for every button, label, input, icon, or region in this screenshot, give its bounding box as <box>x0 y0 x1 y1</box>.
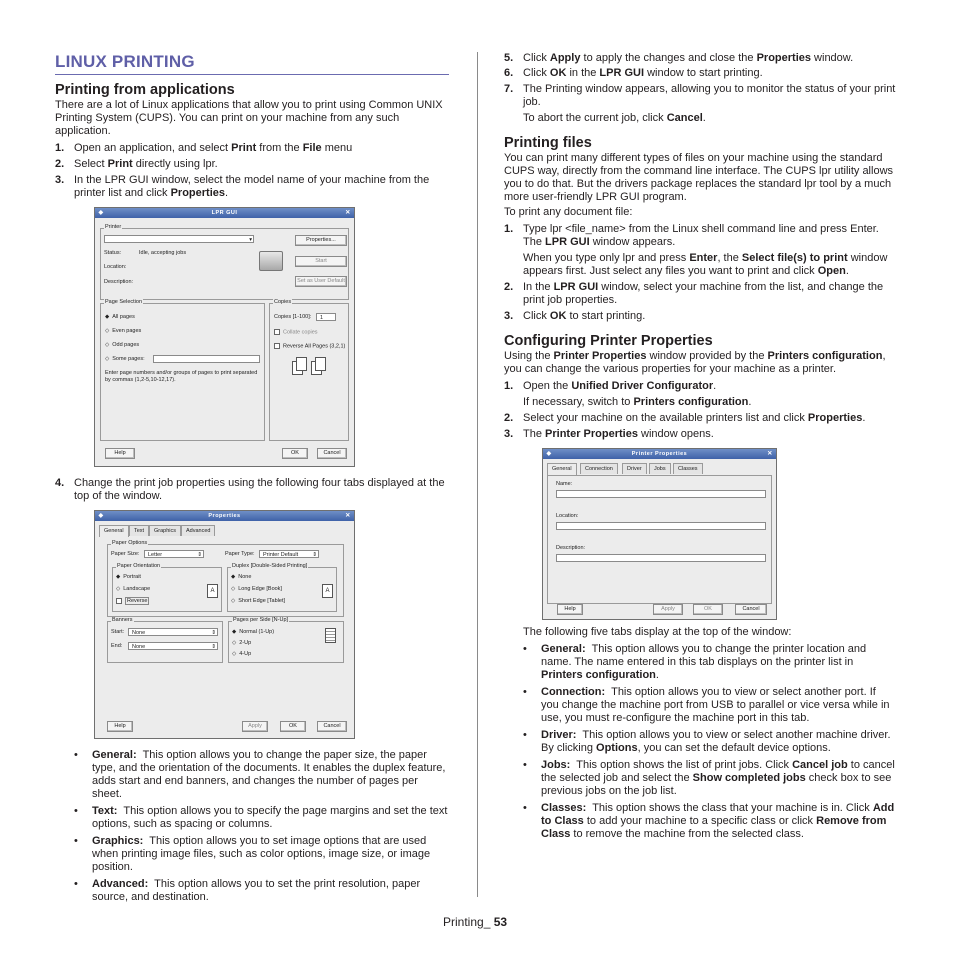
printer-properties-titlebar: ◆ Printer Properties ✕ <box>543 449 776 459</box>
duplex-group: Duplex [Double-Sided Printing] ◆ None ◇ Long Edge [Book] ◇ Short Edge [Tablet] A <box>227 567 337 612</box>
step-7-note: To abort the current job, click Cancel. <box>523 112 706 124</box>
properties-button[interactable]: Properties... <box>295 235 347 246</box>
help-button[interactable]: Help <box>107 721 133 732</box>
paper-size-label: Paper Size: <box>111 551 140 557</box>
bullet-jobs: • Jobs: This option shows the list of print jobs. Click Cancel job to cancel the selected job and select the Show completed jobs check box to see previous jobs on the job list. <box>523 759 895 797</box>
nup-2up-radio[interactable]: ◇ 2-Up <box>232 640 252 646</box>
even-pages-radio[interactable]: ◇ Even pages <box>105 328 142 334</box>
bullet-general: • General: This option allows you to change the paper size, the paper type, and the orientation of the documents. It enables the duplex feature, adds start and end banners, and changes the number of pages per sheet. <box>74 749 446 800</box>
config-step-2: 2. Select your machine on the available printers list and click Properties. <box>504 412 866 424</box>
printer-properties-tabs <box>547 459 772 475</box>
bullet-graphics: • Graphics: This option allows you to set image options that are used when printing image files, such as color options, image size, or image position. <box>74 835 431 873</box>
banner-start-label: Start: <box>111 629 125 635</box>
help-button[interactable]: Help <box>105 448 135 459</box>
odd-pages-radio[interactable]: ◇ Odd pages <box>105 342 140 348</box>
bullet-connection: • Connection: This option allows you to view or select another port. If you change the machine port from USB to parallel or vice versa while in use, you must re-configure the machine port in this tab. <box>523 686 890 724</box>
banner-end-label: End: <box>111 643 123 649</box>
step-1: 1. Open an application, and select Print from the File menu <box>55 142 353 154</box>
pages-stack-icon <box>292 357 328 383</box>
reverse-all-checkbox[interactable]: Reverse All Pages (3,2,1) <box>274 343 345 350</box>
apply-button[interactable]: Apply <box>242 721 268 732</box>
name-label: Name: <box>556 481 573 487</box>
ok-button[interactable]: OK <box>280 721 306 732</box>
banner-end-select[interactable]: None ⇕ <box>128 642 218 650</box>
step-2: 2. Select Print directly using lpr. <box>55 158 218 170</box>
nup-preview-icon <box>325 628 336 643</box>
config-step-1: 1. Open the Unified Driver Configurator. <box>504 380 717 392</box>
start-button[interactable]: Start <box>295 256 347 267</box>
some-pages-radio[interactable]: ◇ Some pages: <box>105 356 145 362</box>
file-step-3: 3. Click OK to start printing. <box>504 310 646 322</box>
copies-group: Copies Copies [1-100]: 1 Collate copies Reverse All Pages (3,2,1) <box>269 303 349 441</box>
tab-advanced[interactable]: Advanced <box>181 525 215 536</box>
banner-start-select[interactable]: None ⇕ <box>128 628 218 636</box>
general-tab-panel <box>547 475 772 604</box>
page-selection-group: Page Selection ◆ All pages ◇ Even pages ◇ Odd pages ◇ Some pages: Enter page numbers and/or groups of pages to print separated by commas (1,2-5,10-12,17). <box>100 303 265 441</box>
properties-tabs <box>99 521 350 537</box>
title-rule <box>55 74 449 75</box>
portrait-radio[interactable]: ◆ Portrait <box>116 574 141 580</box>
all-pages-radio[interactable]: ◆ All pages <box>105 314 135 320</box>
landscape-radio[interactable]: ◇ Landscape <box>116 586 151 592</box>
tab-general[interactable]: General <box>99 525 129 537</box>
page-footer <box>443 915 507 929</box>
description-label: Description: <box>556 545 586 551</box>
lpr-gui-window <box>94 207 355 467</box>
collate-checkbox[interactable]: Collate copies <box>274 329 318 336</box>
tab-driver[interactable]: Driver <box>622 463 647 474</box>
heading-printing-from-applications: Printing from applications <box>55 82 235 98</box>
printer-properties-window <box>542 448 777 620</box>
nup-normal-radio[interactable]: ◆ Normal (1-Up) <box>232 629 275 635</box>
cancel-button[interactable]: Cancel <box>735 604 767 615</box>
window-menu-icon[interactable]: ◆ <box>546 451 552 457</box>
cancel-button[interactable]: Cancel <box>317 448 347 459</box>
description-label: Description: <box>104 279 134 285</box>
short-edge-radio[interactable]: ◇ Short Edge [Tablet] <box>231 598 286 604</box>
paper-orientation-group: Paper Orientation ◆ Portrait ◇ Landscape Reverse A <box>112 567 222 612</box>
duplex-preview-icon: A <box>322 584 333 598</box>
close-icon[interactable]: ✕ <box>345 210 351 216</box>
nup-4up-radio[interactable]: ◇ 4-Up <box>232 651 252 657</box>
properties-titlebar: ◆ Properties ✕ <box>95 511 354 521</box>
step-5: 5. Click Apply to apply the changes and close the Properties window. <box>504 52 854 64</box>
config-step-3: 3. The Printer Properties window opens. <box>504 428 714 440</box>
printer-select[interactable]: ▾ <box>104 235 254 243</box>
set-default-button[interactable]: Set as User Default <box>295 276 347 287</box>
file-step-2: 2. In the LPR GUI window, select your machine from the list, and change the print job properties. <box>504 281 884 306</box>
paper-type-label: Paper Type: <box>225 551 255 557</box>
ok-button[interactable]: OK <box>693 604 723 615</box>
window-menu-icon[interactable]: ◆ <box>98 513 104 519</box>
ok-button[interactable]: OK <box>282 448 308 459</box>
bullet-text: • Text: This option allows you to specify the page margins and set the text options, such as spacing or columns. <box>74 805 448 830</box>
page-number: 53 <box>493 915 508 929</box>
nup-group: Pages per Side [N-Up] ◆ Normal (1-Up) ◇ 2-Up ◇ 4-Up <box>228 621 344 663</box>
left-column <box>55 52 449 904</box>
config-intro: Using the Printer Properties window provided by the Printers configuration, you can change the various properties for your machine as a printer. <box>504 350 886 375</box>
copies-spinner[interactable]: 1 <box>316 313 336 321</box>
printer-icon <box>259 251 283 271</box>
file-step-1-note: When you type only lpr and press Enter, the Select file(s) to print window appears first. Just select any files you want to print and click Open. <box>523 252 888 277</box>
tab-text[interactable]: Text <box>129 525 149 536</box>
apply-button[interactable]: Apply <box>653 604 683 615</box>
paper-size-select[interactable]: Letter ⇕ <box>144 550 204 558</box>
files-any: To print any document file: <box>504 206 633 218</box>
cancel-button[interactable]: Cancel <box>317 721 347 732</box>
step-6: 6. Click OK in the LPR GUI window to start printing. <box>504 67 763 79</box>
tabs-note: The following five tabs display at the top of the window: <box>523 626 792 638</box>
heading-configuring-printer-properties: Configuring Printer Properties <box>504 333 713 349</box>
footer-label: Printing_ <box>443 915 491 929</box>
location-label: Location: <box>556 513 579 519</box>
long-edge-radio[interactable]: ◇ Long Edge [Book] <box>231 586 282 592</box>
files-intro: You can print many different types of files on your machine using the standard CUPS way, directly from the command line interface. The CUPS lpr utility allows you to do that. But the drivers package replaces the standard lpr tool by a much more user-friendly LPR GUI program. <box>504 152 894 203</box>
location-label: Location: <box>104 264 127 270</box>
lpr-gui-titlebar: ◆ LPR GUI ✕ <box>95 208 354 218</box>
paper-type-select[interactable]: Printer Default ⇕ <box>259 550 319 558</box>
close-icon[interactable]: ✕ <box>345 513 351 519</box>
location-input[interactable] <box>556 522 766 530</box>
tab-classes[interactable]: Classes <box>673 463 703 474</box>
tab-jobs[interactable]: Jobs <box>649 463 671 474</box>
apps-intro: There are a lot of Linux applications that allow you to print using Common UNIX Printing System (CUPS). You can print on your machine from any such application. <box>55 99 443 137</box>
file-step-1: 1. Type lpr <file_name> from the Linux shell command line and press Enter. The LPR GUI window appears. <box>504 223 879 248</box>
close-icon[interactable]: ✕ <box>767 451 773 457</box>
banners-group: Banners Start: None ⇕ End: None ⇕ <box>107 621 223 663</box>
step-3: 3. In the LPR GUI window, select the model name of your machine from the printer list and click Properties. <box>55 174 430 199</box>
properties-window <box>94 510 355 739</box>
tab-connection[interactable]: Connection <box>580 463 618 474</box>
status-label: Status: <box>104 250 122 256</box>
right-column <box>504 52 896 841</box>
help-button[interactable]: Help <box>557 604 583 615</box>
reverse-checkbox[interactable]: Reverse <box>116 598 149 605</box>
window-menu-icon[interactable]: ◆ <box>98 210 104 216</box>
heading-printing-files: Printing files <box>504 135 592 151</box>
step-7: 7. The Printing window appears, allowing you to monitor the status of your print job. <box>504 83 896 108</box>
step-4: 4. Change the print job properties using the following four tabs displayed at the top of the window. <box>55 477 445 502</box>
duplex-none-radio[interactable]: ◆ None <box>231 574 252 580</box>
status-value: Idle, accepting jobs <box>139 250 187 256</box>
bullet-driver: • Driver: This option allows you to view or select another machine driver. By clicking Options, you can set the default device options. <box>523 729 891 754</box>
page-title: LINUX PRINTING <box>55 52 195 71</box>
description-input[interactable] <box>556 554 766 562</box>
tab-general[interactable]: General <box>547 463 577 475</box>
some-pages-input[interactable] <box>153 355 260 363</box>
paper-options-group: Paper Options Paper Size: Letter ⇕ Paper Type: Printer Default ⇕ Paper Orientation ◆ Portrait ◇ Landscape Reverse A Duplex [Double-Sided Printing] ◆ None ◇ Long Edge [Book] ◇ Short Edge [Tablet] A <box>107 544 344 617</box>
bullet-general: • General: This option allows you to change the printer location and name. The name entered in this tab displays on the printer list in Printers configuration. <box>523 643 867 681</box>
name-input[interactable] <box>556 490 766 498</box>
copies-label: Copies [1-100]: <box>274 314 312 320</box>
printer-group: Printer ▾ Properties... Status: Idle, accepting jobs Location: Description: Start Set as User Default <box>100 228 349 300</box>
bullet-advanced: • Advanced: This option allows you to set the print resolution, paper source, and destination. <box>74 878 421 903</box>
bullet-classes: • Classes: This option shows the class that your machine is in. Click Add to Class to add your machine to a specific class or click Remove from Class to remove the machine from the selected class. <box>523 802 895 840</box>
tab-graphics[interactable]: Graphics <box>149 525 181 536</box>
column-divider <box>477 52 478 897</box>
orientation-preview-icon: A <box>207 584 218 598</box>
page-hint: Enter page numbers and/or groups of pages to print separated by commas (1,2-5,10-12,17). <box>105 370 258 383</box>
config-step-1-note: If necessary, switch to Printers configuration. <box>523 396 752 408</box>
